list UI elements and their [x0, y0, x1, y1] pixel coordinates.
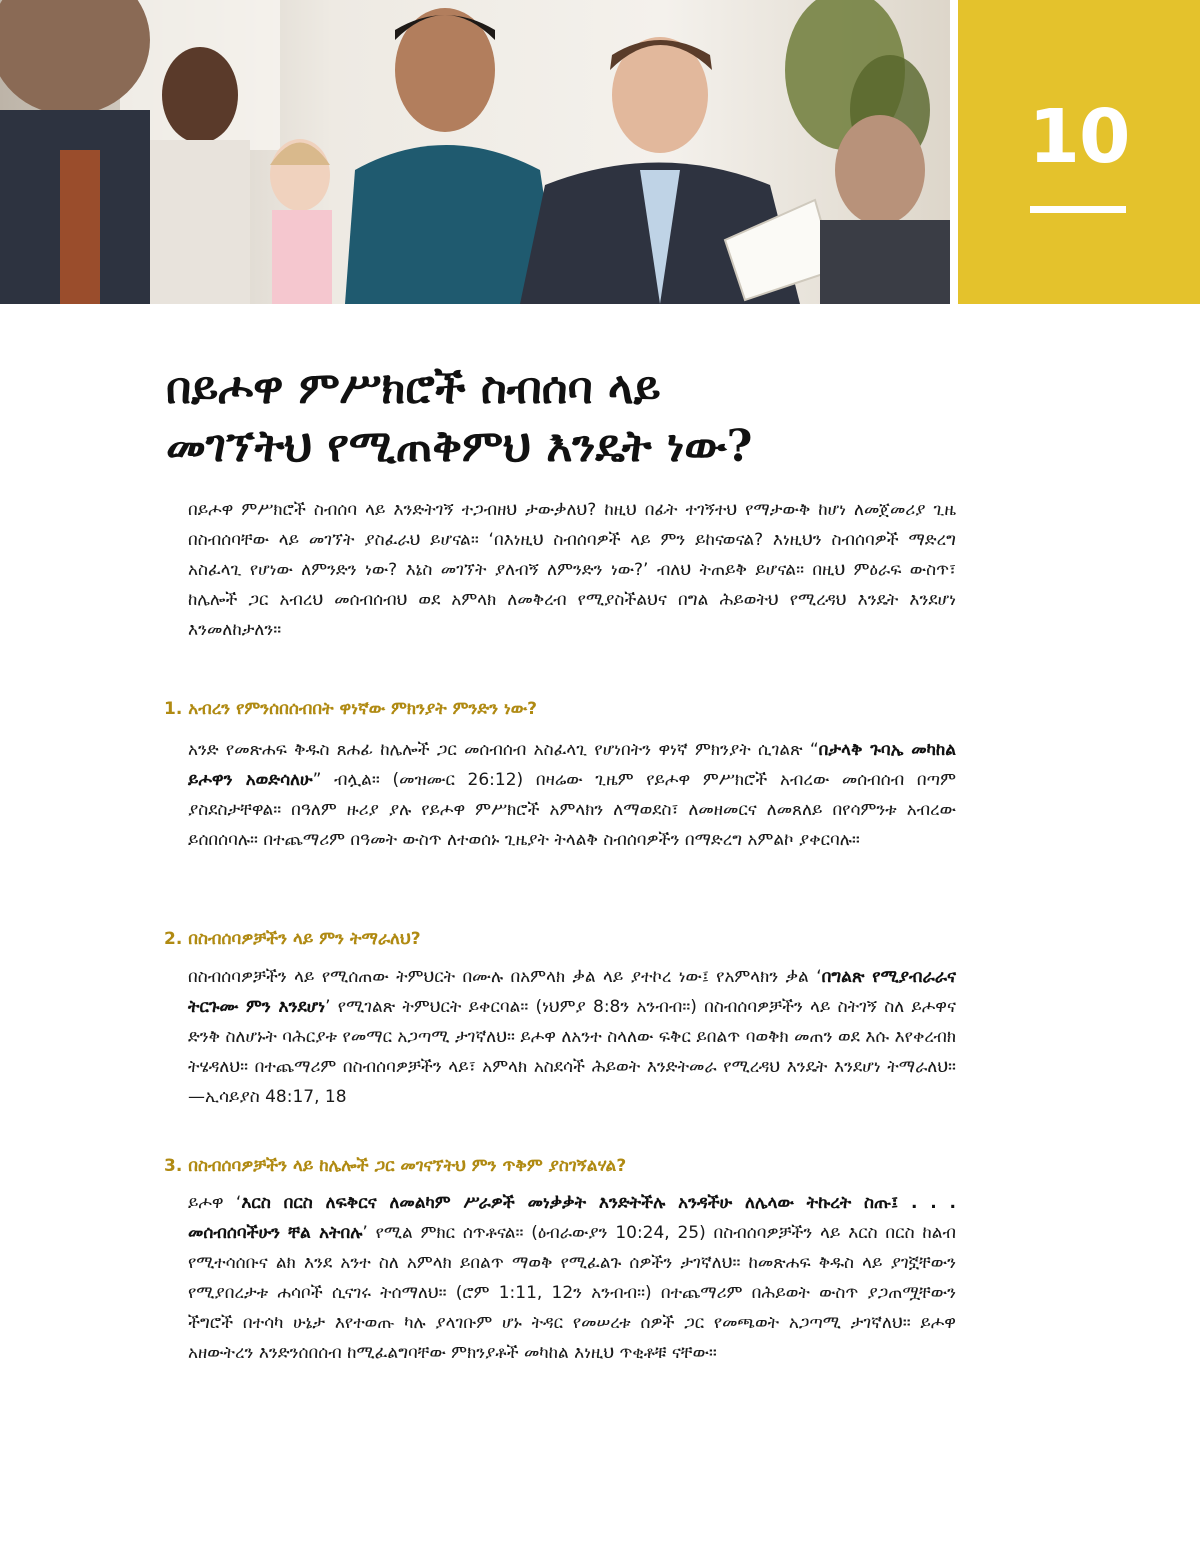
title-line-2: መገኘትህ የሚጠቅምህ እንዴት ነው? — [166, 421, 753, 472]
question-1-heading — [164, 695, 984, 723]
intro-paragraph: በይሖዋ ምሥክሮች ስብሰባ ላይ እንድትገኝ ተጋብዘህ ታውቃለህ? ከዚህ በፊት ተገኝተህ የማታውቅ ከሆነ ለመጀመሪያ ጊዜ በስብሰባቸው ላይ መገኘት ያስፈራህ ይሆናል። ‘በእነዚህ ስብሰባዎች ላይ ምን ይከናወናል? እነዚህን ስብሰባዎች ማድረግ አስፈላጊ የሆነው ለምንድን ነው? እኔስ መገኘት ያለብኝ ለምንድን ነው?’ ብለህ ትጠይቅ ይሆናል። በዚህ ምዕራፍ ውስጥ፣ ከሌሎች ጋር አብረህ መሰብሰብህ ወደ አምላክ ለመቅረብ የሚያስችልህና በግል ሕይወትህ የሚረዳህ እንዴት እንደሆነ እንመለከታለን። — [188, 500, 956, 640]
question-1-answer — [188, 735, 956, 855]
question-2-number: 2. — [164, 929, 183, 949]
q2-answer-part-a: በስብሰባዎቻችን ላይ የሚሰጠው ትምህርት በሙሉ በአምላክ ቃል ላይ ያተኮረ ነው፤ የአምላክን ቃል ‘ — [188, 967, 822, 987]
header-photo — [0, 0, 950, 304]
q3-answer-quote: እርስ በርስ ለፍቅርና ለመልካም ሥራዎች መነቃቃት እንድትችሉ አንዳችሁ ለሌላው ትኩረት ስጡ፤ . . . መሰብሰባችሁን ቸል አትበሉ — [188, 1193, 956, 1243]
question-2-answer — [188, 962, 956, 1112]
question-1-text: አብረን የምንሰበሰብበት ዋነኛው ምክንያት ምንድን ነው? — [188, 699, 537, 719]
chapter-badge — [958, 0, 1200, 304]
title-line-1: በይሖዋ ምሥክሮች ስብሰባ ላይ — [166, 363, 661, 414]
question-3-number: 3. — [164, 1156, 183, 1176]
q3-answer-part-b: ’ የሚል ምክር ሰጥቶናል። (ዕብራውያን 10:24, 25) በስብሰባዎቻችን ላይ እርስ በርስ ከልብ የሚተሳሰቡና ልክ እንደ አንተ ስለ አምላክ ይበልጥ ማወቅ የሚፈልጉ ሰዎችን ታገኛለህ። ከመጽሐፍ ቅዱስ ላይ ያገኟቸውን የሚያበረታቱ ሐሳቦች ሲናገሩ ትሰማለህ። (ሮም 1:11, 12ን አንብብ።) በተጨማሪም በሕይወት ውስጥ ያጋጠሟቸውን ችግሮች በተሳካ ሁኔታ እየተወጡ ካሉ ያላገቡም ሆኑ ትዳር የመሠረቱ ሰዎች ጋር የመጫወት አጋጣሚ ታገኛለህ። ይሖዋ አዘውትረን እንድንሰበሰብ ከሚፈልግባቸው ምክንያቶች መካከል እነዚህ ጥቂቶቹ ናቸው። — [188, 1223, 956, 1363]
question-3-heading — [164, 1152, 984, 1180]
q3-answer-part-a: ይሖዋ ‘ — [188, 1193, 242, 1213]
q2-answer-quote: በግልጽ የሚያብራራና ትርጉሙ ምን እንደሆነ — [188, 967, 956, 1017]
q1-answer-part-b: ” ብሏል። (መዝሙር 26:12) በዛሬው ጊዜም የይሖዋ ምሥክሮች አብረው መሰብሰብ በጣም ያስደስታቸዋል። በዓለም ዙሪያ ያሉ የይሖዋ ምሥክሮች አምላክን ለማወደስ፣ ለመዘመርና ለመጸለይ በየሳምንቱ አብረው ይሰበሰባሉ። በተጨማሪም በዓመት ውስጥ ለተወሰኑ ጊዜያት ትላልቅ ስብሰባዎችን በማድረግ አምልኮ ያቀርባሉ። — [188, 770, 956, 850]
question-2-heading — [164, 925, 984, 953]
question-3-text: በስብሰባዎቻችን ላይ ከሌሎች ጋር መገናኘትህ ምን ጥቅም ያስገኝልሃል? — [188, 1156, 627, 1176]
question-3-answer — [188, 1188, 956, 1368]
q2-answer-part-b: ’ የሚገልጽ ትምህርት ይቀርባል። (ነህምያ 8:8ን አንብብ።) በስብሰባዎቻችን ላይ ስትገኝ ስለ ይሖዋና ድንቅ ስለሆኑት ባሕርያቱ የመማር አጋጣሚ ታገኛለህ። ይሖዋ ለአንተ ስላለው ፍቅር ይበልጥ ባወቅክ መጠን ወደ እሱ እየቀረብክ ትሄዳለህ። በተጨማሪም በስብሰባዎቻችን ላይ፣ አምላክ አስደሳች ሕይወት እንድትመራ የሚረዳህ እንዴት እንደሆነ ትማራለህ።—ኢሳይያስ 48:17, 18 — [188, 997, 957, 1107]
question-2-text: በስብሰባዎቻችን ላይ ምን ትማራለህ? — [188, 929, 421, 949]
question-1-number: 1. — [164, 699, 183, 719]
q1-answer-quote: በታላቅ ጉባኤ መካከል ይሖዋን አወድሳለሁ — [188, 740, 957, 790]
page-title — [166, 360, 1046, 476]
chapter-number: 10 — [1028, 94, 1130, 180]
q1-answer-part-a: አንድ የመጽሐፍ ቅዱስ ጸሐፊ ከሌሎች ጋር መሰብሰብ አስፈላጊ የሆነበትን ዋነኛ ምክንያት ሲገልጽ “ — [188, 740, 819, 760]
meeting-photo-illustration — [0, 0, 950, 304]
chapter-underline — [1030, 206, 1126, 213]
